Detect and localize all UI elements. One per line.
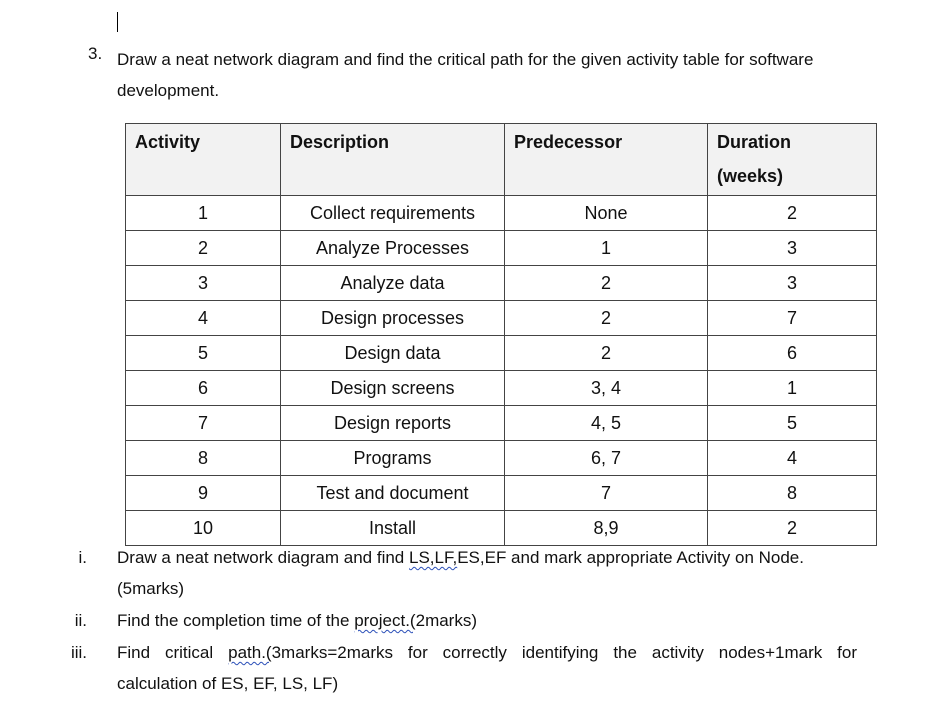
table-row (126, 336, 877, 371)
cell-description: Programs (281, 441, 505, 476)
table-row (126, 231, 877, 266)
cell-activity: 6 (126, 371, 281, 406)
header-predecessor: Predecessor (505, 124, 708, 196)
subquestion-marks: (5marks) (117, 579, 185, 598)
question-number: 3. (88, 44, 103, 63)
subquestion-text-part: 2marks) (415, 611, 478, 630)
cell-activity: 4 (126, 301, 281, 336)
spellcheck-flag: path.( (228, 643, 272, 662)
subquestion-numeral: iii. (70, 643, 87, 662)
cell-activity: 1 (126, 196, 281, 231)
cell-predecessor: 1 (505, 231, 708, 266)
table-header-row (126, 124, 877, 196)
cell-duration: 2 (708, 196, 877, 231)
cell-predecessor: 2 (505, 266, 708, 301)
cell-predecessor: 2 (505, 301, 708, 336)
cell-description: Collect requirements (281, 196, 505, 231)
cell-description: Test and document (281, 476, 505, 511)
table-row (126, 406, 877, 441)
header-duration (708, 124, 877, 196)
cell-description: Design reports (281, 406, 505, 441)
subquestion-numeral: i. (78, 548, 87, 567)
cell-predecessor: 4, 5 (505, 406, 708, 441)
cell-activity: 3 (126, 266, 281, 301)
table-row (126, 441, 877, 476)
table-row (126, 371, 877, 406)
table-row (126, 511, 877, 546)
cell-description: Design data (281, 336, 505, 371)
cell-description: Analyze data (281, 266, 505, 301)
header-description: Description (281, 124, 505, 196)
cell-duration: 8 (708, 476, 877, 511)
cell-duration: 6 (708, 336, 877, 371)
cell-description: Analyze Processes (281, 231, 505, 266)
cell-duration: 1 (708, 371, 877, 406)
subquestion-numeral: ii. (74, 611, 87, 630)
subquestion-text-part: Find the completion time of the (117, 611, 355, 630)
cell-duration: 7 (708, 301, 877, 336)
subquestion-line: calculation of ES, EF, LS, LF) (117, 674, 339, 693)
header-duration-label: Duration (717, 132, 791, 152)
cell-duration: 3 (708, 266, 877, 301)
activity-table (125, 123, 877, 546)
subquestion-text-part: ES,EF and mark appropriate Activity on Node. (457, 548, 804, 567)
cell-description: Design processes (281, 301, 505, 336)
cell-activity: 10 (126, 511, 281, 546)
subquestion-text (117, 605, 857, 636)
subquestion-text-part: 3marks=2marks for correctly identifying the activity nodes+1mark for (271, 643, 858, 662)
cell-duration: 3 (708, 231, 877, 266)
subquestion-line (117, 637, 857, 668)
header-activity: Activity (126, 124, 281, 196)
cell-description: Install (281, 511, 505, 546)
table-row (126, 196, 877, 231)
text-cursor (117, 12, 118, 32)
cell-activity: 8 (126, 441, 281, 476)
cell-predecessor: 3, 4 (505, 371, 708, 406)
subquestion-text (117, 542, 857, 604)
cell-activity: 2 (126, 231, 281, 266)
cell-activity: 9 (126, 476, 281, 511)
spellcheck-flag: LS,LF, (409, 548, 458, 567)
cell-duration: 2 (708, 511, 877, 546)
cell-description: Design screens (281, 371, 505, 406)
header-duration-unit: (weeks) (717, 166, 784, 186)
cell-activity: 5 (126, 336, 281, 371)
table-row (126, 476, 877, 511)
subquestion-text-part: Find critical (117, 643, 229, 662)
cell-predecessor: 2 (505, 336, 708, 371)
cell-duration: 4 (708, 441, 877, 476)
cell-predecessor: 8,9 (505, 511, 708, 546)
cell-predecessor: 7 (505, 476, 708, 511)
subquestion-text (117, 637, 857, 699)
question-text: Draw a neat network diagram and find the critical path for the given activity table for software development. (117, 50, 814, 100)
subquestion-text-part: Draw a neat network diagram and find (117, 548, 409, 567)
spellcheck-flag: project.( (354, 611, 416, 630)
cell-predecessor: 6, 7 (505, 441, 708, 476)
cell-duration: 5 (708, 406, 877, 441)
cell-predecessor: None (505, 196, 708, 231)
table-row (126, 266, 877, 301)
table-row (126, 301, 877, 336)
cell-activity: 7 (126, 406, 281, 441)
